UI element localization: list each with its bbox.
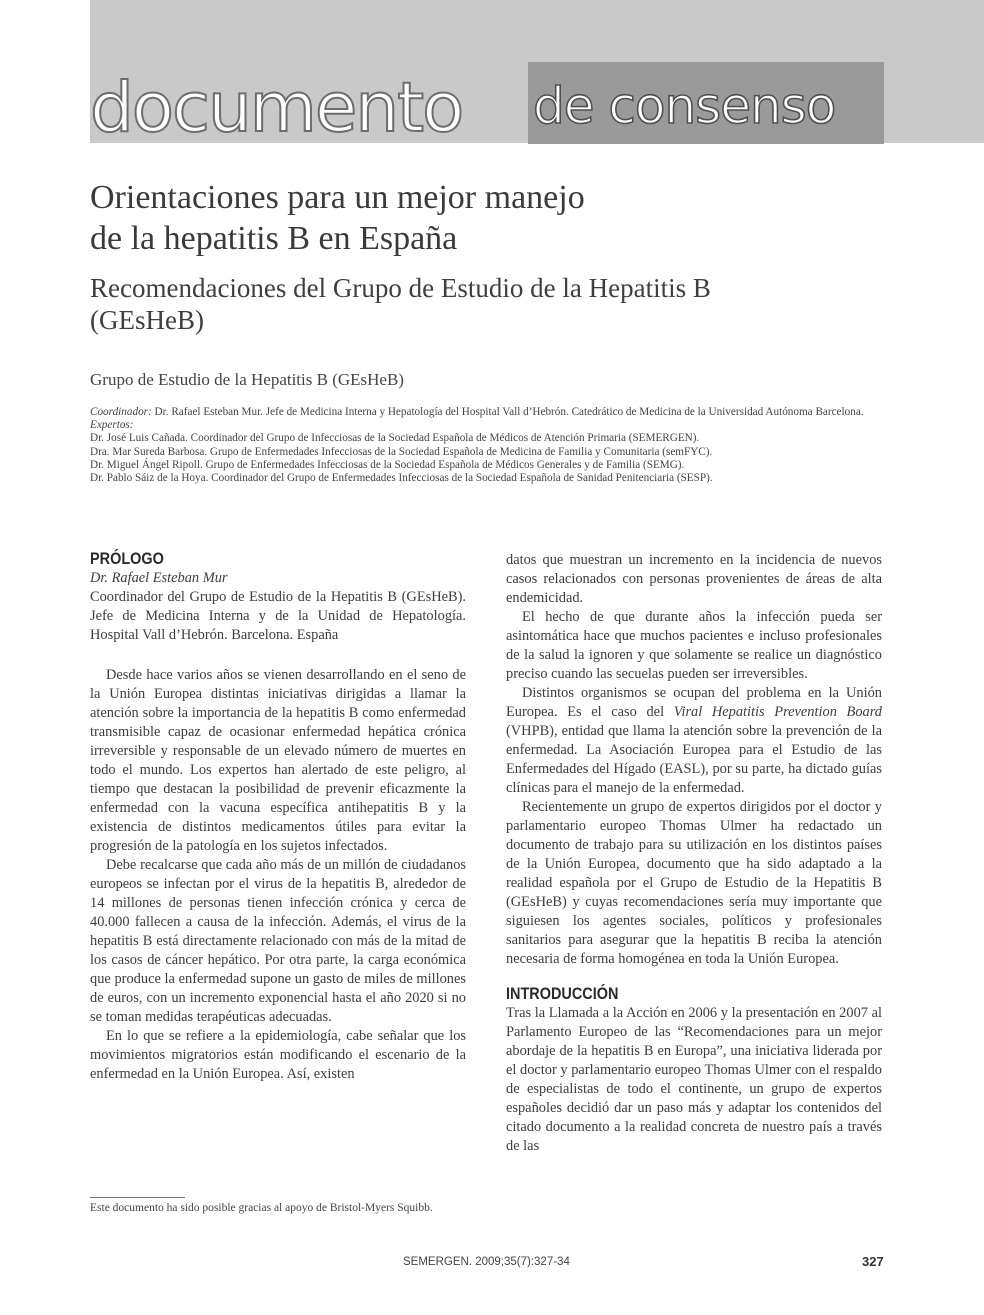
journal-citation: SEMERGEN. 2009;35(7):327-34: [403, 1256, 570, 1268]
organization-name: Viral Hepatitis Prevention Board: [673, 704, 882, 720]
left-column: [90, 549, 466, 1084]
paragraph: [506, 684, 882, 798]
intro-heading: INTRODUCCIÓN: [506, 984, 619, 1003]
coordinator-text: Dr. Rafael Esteban Mur. Jefe de Medicina Interna y Hepatología del Hospital Vall d’Hebrón. Catedrático de Medicina de la Universidad Autónoma Barcelona.: [151, 406, 864, 418]
coordinator-label: Coordinador:: [90, 406, 152, 418]
paragraph: En lo que se refiere a la epidemiología, cabe señalar que los movimientos migratorios están modificando el escenario de la enfermedad en la Unión Europea. Así, existen: [90, 1028, 466, 1082]
section-title: documento: [90, 68, 463, 148]
article-title-line1: Orientaciones para un mejor manejo: [90, 179, 585, 216]
expert-item: Dr. Pablo Sáiz de la Hoya. Coordinador del Grupo de Enfermedades Infecciosas de la Sociedad Española de Sanidad Penitenciaria (SESP).: [90, 472, 713, 485]
prologo-author: Dr. Rafael Esteban Mur: [90, 570, 228, 586]
paragraph: El hecho de que durante años la infección pueda ser asintomática hace que muchos pacientes e incluso profesionales de la salud la ignoren y que solamente se realice un diagnóstico preciso cuando las secuelas pueden ser irreversibles.: [506, 609, 882, 682]
paragraph: Tras la Llamada a la Acción en 2006 y la presentación en 2007 al Parlamento Europeo de las “Recomendaciones para un mejor abordaje de la hepatitis B en Europa”, una iniciativa liderada por el doctor y parlamentario europeo Thomas Ulmer con el respaldo de especialistas de todo el continente, un grupo de expertos españoles decidió dar un paso más y adaptar los contenidos del citado documento a la realidad concreta de nuestro país a través de las: [506, 1005, 882, 1154]
paragraph: Recientemente un grupo de expertos dirigidos por el doctor y parlamentario europeo Thomas Ulmer ha redactado un documento de trabajo para su utilización en los distintos países de la Unión Europea, documento que ha sido adaptado a la realidad española por el Grupo de Estudio de la Hepatitis B (GEsHeB) y cuyas recomendaciones sería muy importante que siguiesen los agentes sociales, políticos y profesionales sanitarios para asegurar que la hepatitis B reciba la atención necesaria de forma homogénea en toda la Unión Europea.: [506, 799, 882, 967]
experts-label: Expertos:: [90, 419, 134, 432]
coordinator-line: [90, 406, 884, 419]
article-subtitle-line2: (GEsHeB): [90, 305, 204, 335]
footnote-rule: [90, 1197, 185, 1198]
expert-item: Dr. José Luis Cañada. Coordinador del Grupo de Infecciosas de la Sociedad Española de Médicos de Atención Primaria (SEMERGEN).: [90, 432, 700, 445]
prologo-affiliation: Coordinador del Grupo de Estudio de la Hepatitis B (GEsHeB). Jefe de Medicina Interna y de la Unidad de Hepatología. Hospital Vall d’Hebrón. Barcelona. España: [90, 589, 466, 643]
article-title-line2: de la hepatitis B en España: [90, 220, 458, 257]
prologo-heading: PRÓLOGO: [90, 549, 164, 568]
paragraph-text: Distintos organismos se ocupan del problema en la Unión Europea. Es el caso del: [506, 685, 882, 720]
author-group: Grupo de Estudio de la Hepatitis B (GEsHeB): [90, 370, 404, 389]
experts-list: [90, 406, 884, 485]
footnote: Este documento ha sido posible gracias al apoyo de Bristol-Myers Squibb.: [90, 1202, 433, 1214]
right-column: [506, 551, 882, 1156]
expert-item: Dr. Miguel Ángel Ripoll. Grupo de Enfermedades Infecciosas de la Sociedad Española de Médicos Generales y de Familia (SEMG).: [90, 458, 685, 471]
expert-item: Dra. Mar Sureda Barbosa. Grupo de Enfermedades Infecciosas de la Sociedad Española de Medicina de Familia y Comunitaria (semFYC).: [90, 445, 713, 458]
article-subtitle-line1: Recomendaciones del Grupo de Estudio de la Hepatitis B: [90, 273, 711, 303]
section-subtitle: de consenso: [533, 77, 836, 135]
paragraph: Desde hace varios años se vienen desarrollando en el seno de la Unión Europea distintas iniciativas dirigidas a llamar la atención sobre la importancia de la hepatitis B como enfermedad transmisible capaz de ocasionar enfermedad hepática crónica irreversible y responsable de un elevado número de muertes en todo el mundo. Los expertos han alertado de este peligro, al tiempo que destacan la posibilidad de prevenir eficazmente la enfermedad con la vacuna específica antihepatitis B y la existencia de distintos medicamentos útiles para evitar la progresión de la patología en los sujetos infectados.: [90, 667, 466, 854]
article-title: [90, 177, 850, 259]
page-number: 327: [862, 1254, 884, 1269]
paragraph: Debe recalcarse que cada año más de un millón de ciudadanos europeos se infectan por el virus de la hepatitis B, alrededor de 14 millones de personas tienen infección crónica y cerca de 40.000 fallecen a causa de la infección. Además, el virus de la hepatitis B está directamente relacionado con más de la mitad de los casos de cáncer hepático. Por otra parte, la carga económica que produce la enfermedad supone un gasto de miles de millones de euros, con un incremento exponencial hasta el año 2020 si no se toman medidas terapéuticas adecuadas.: [90, 857, 466, 1025]
paragraph-text: (VHPB), entidad que llama la atención sobre la prevención de la enfermedad. La Asociación Europea para el Estudio de las Enfermedades del Hígado (EASL), por su parte, ha dictado guías clínicas para el manejo de la enfermedad.: [506, 723, 882, 796]
paragraph: datos que muestran un incremento en la incidencia de nuevos casos relacionados con personas provenientes de áreas de alta endemicidad.: [506, 552, 882, 606]
article-subtitle: [90, 272, 830, 336]
